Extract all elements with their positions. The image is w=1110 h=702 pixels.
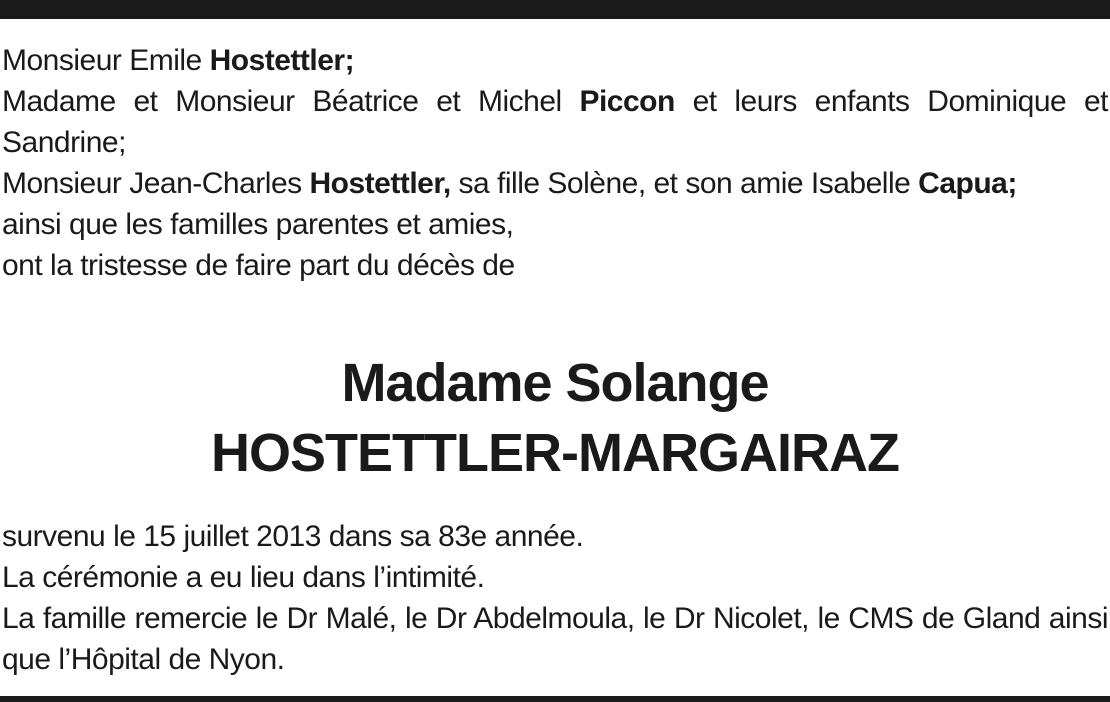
deceased-name-line2: HOSTETTLER-MARGAIRAZ	[211, 423, 899, 483]
details-ceremony-line: La cérémonie a eu lieu dans l’intimité.	[2, 561, 485, 594]
intro-line-announcement: ont la tristesse de faire part du décès de	[2, 249, 515, 282]
surname-bold: Piccon	[579, 85, 675, 118]
intro-text: Monsieur Emile	[2, 44, 210, 77]
surname-bold: Hostettler;	[209, 44, 355, 77]
details-thanks-line: La famille remercie le Dr Malé, le Dr Abdelmoula, le Dr Nicolet, le CMS de Gland ainsi que l’Hôpital de Nyon.	[2, 602, 1108, 676]
intro-line-piccon	[2, 81, 1108, 163]
intro-line-jean-charles	[2, 163, 1108, 204]
announcement-intro	[2, 40, 1108, 286]
deceased-name-line1: Madame Solange	[341, 353, 769, 413]
announcement-details	[2, 516, 1108, 680]
details-date-line: survenu le 15 juillet 2013 dans sa 83e année.	[2, 520, 584, 553]
intro-line-families: ainsi que les familles parentes et amies,	[2, 208, 514, 241]
top-border-rule	[0, 0, 1110, 19]
bottom-border-rule	[0, 696, 1110, 702]
surname-bold: Capua;	[918, 167, 1017, 200]
intro-text: Monsieur Jean-Charles	[2, 167, 310, 200]
intro-line-emile	[2, 40, 1108, 81]
intro-text: et leurs enfants Dominique et Sandrine;	[2, 85, 1108, 159]
intro-text: sa fille Solène, et son amie Isabelle	[450, 167, 919, 200]
surname-bold: Hostettler,	[309, 167, 451, 200]
intro-text: Madame et Monsieur Béatrice et Michel	[2, 85, 580, 118]
deceased-name	[0, 348, 1110, 488]
